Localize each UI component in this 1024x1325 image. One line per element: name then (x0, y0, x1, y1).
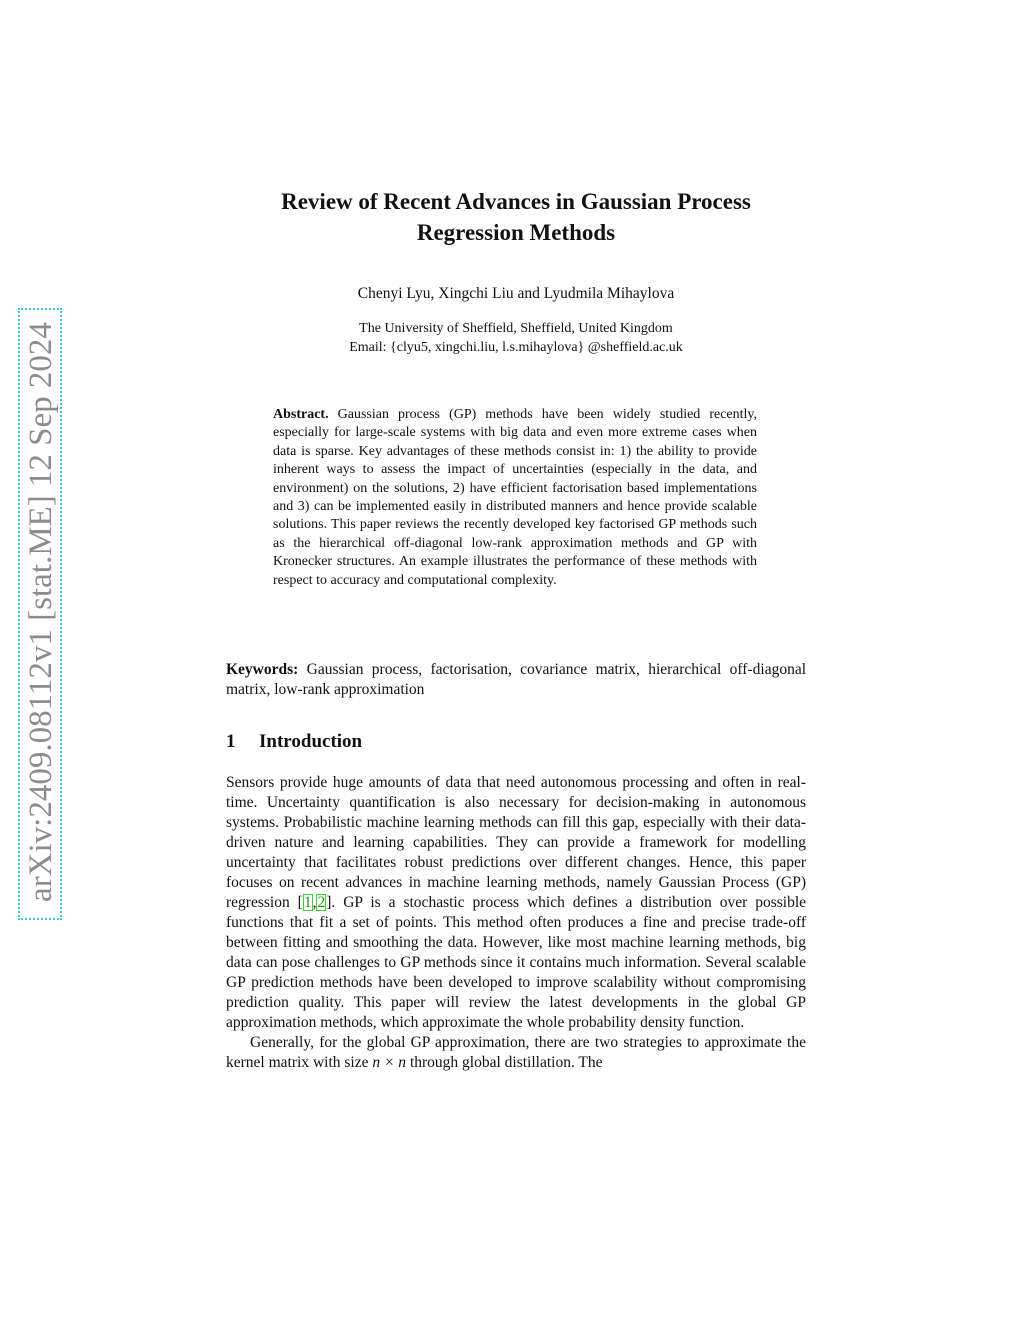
math-n-by-n: n × n (372, 1054, 407, 1071)
affiliation: The University of Sheffield, Sheffield, United Kingdom (359, 321, 673, 336)
paper-title: Review of Recent Advances in Gaussian Process Regression Methods (281, 189, 751, 245)
section-title: Introduction (259, 731, 363, 752)
keywords-text: Gaussian process, factorisation, covariance matrix, hierarchical off-diagonal matrix, low-rank approximation (226, 661, 807, 698)
body-text (226, 773, 806, 1073)
abstract-text: Gaussian process (GP) methods have been widely studied recently, especially for large-scale systems with big data and even more extreme cases when data is sparse. Key advantages of these methods consist in: 1) the ability to provide inherent ways to assess the impact of uncertainties (especially in the data, and environment) on the solutions, 2) have efficient factorisation based implementations and 3) can be implemented easily in distributed manners and hence provide scalable solutions. This paper reviews the recently developed key factorised GP methods such as the hierarchical off-diagonal low-rank approximation methods and GP with Kronecker structures. An example illustrates the performance of these methods with respect to accuracy and computational complexity. (273, 407, 758, 588)
keywords-label: Keywords: (226, 661, 299, 678)
para1-text-a: Sensors provide huge amounts of data that need autonomous processing and often in real-time. Uncertainty quantification is also necessary for decision-making in autonomous systems. Probabilistic machine learning methods can fill this gap, especially with their data-driven nature and learning capabilities. They can provide a framework for modelling uncertainty that facilitates robust predictions over different changes. Hence, this paper focuses on recent advances in machine learning methods, namely Gaussian Process (GP) regression (226, 774, 806, 911)
citation: [1,2] (297, 894, 332, 911)
citation-link-2[interactable]: 2 (317, 894, 326, 911)
paragraph-1 (226, 773, 806, 1033)
authors: Chenyi Lyu, Xingchi Liu and Lyudmila Mihaylova (357, 285, 675, 302)
section-number: 1 (226, 731, 236, 752)
arxiv-stamp-text: arXiv:2409.08112v1 [stat.ME] 12 Sep 2024 (23, 322, 59, 902)
paragraph-2 (226, 1033, 806, 1073)
citation-link-1[interactable]: 1 (303, 894, 312, 911)
para2-text-a: Generally, for the global GP approximation, there are two strategies to approximate the kernel matrix with size (226, 1034, 806, 1071)
para2-text-b: through global distillation. The (406, 1054, 603, 1071)
email: Email: {clyu5, xingchi.liu, l.s.mihaylova} @sheffield.ac.uk (349, 340, 683, 355)
keywords (226, 660, 806, 700)
para1-text-b: . GP is a stochastic process which defines a distribution over possible functions that fit a set of points. This method often produces a fine and precise trade-off between fitting and smoothing the data. However, like most machine learning methods, big data can pose challenges to GP methods since it contains much information. Several scalable GP prediction methods have been developed to improve scalability without compromising prediction quality. This paper will review the latest developments in the global GP approximation methods, which approximate the whole probability density function. (226, 894, 807, 1031)
abstract-label: Abstract. (273, 407, 329, 422)
section-heading (226, 730, 362, 754)
abstract (273, 406, 757, 590)
affiliation-block (226, 319, 806, 357)
